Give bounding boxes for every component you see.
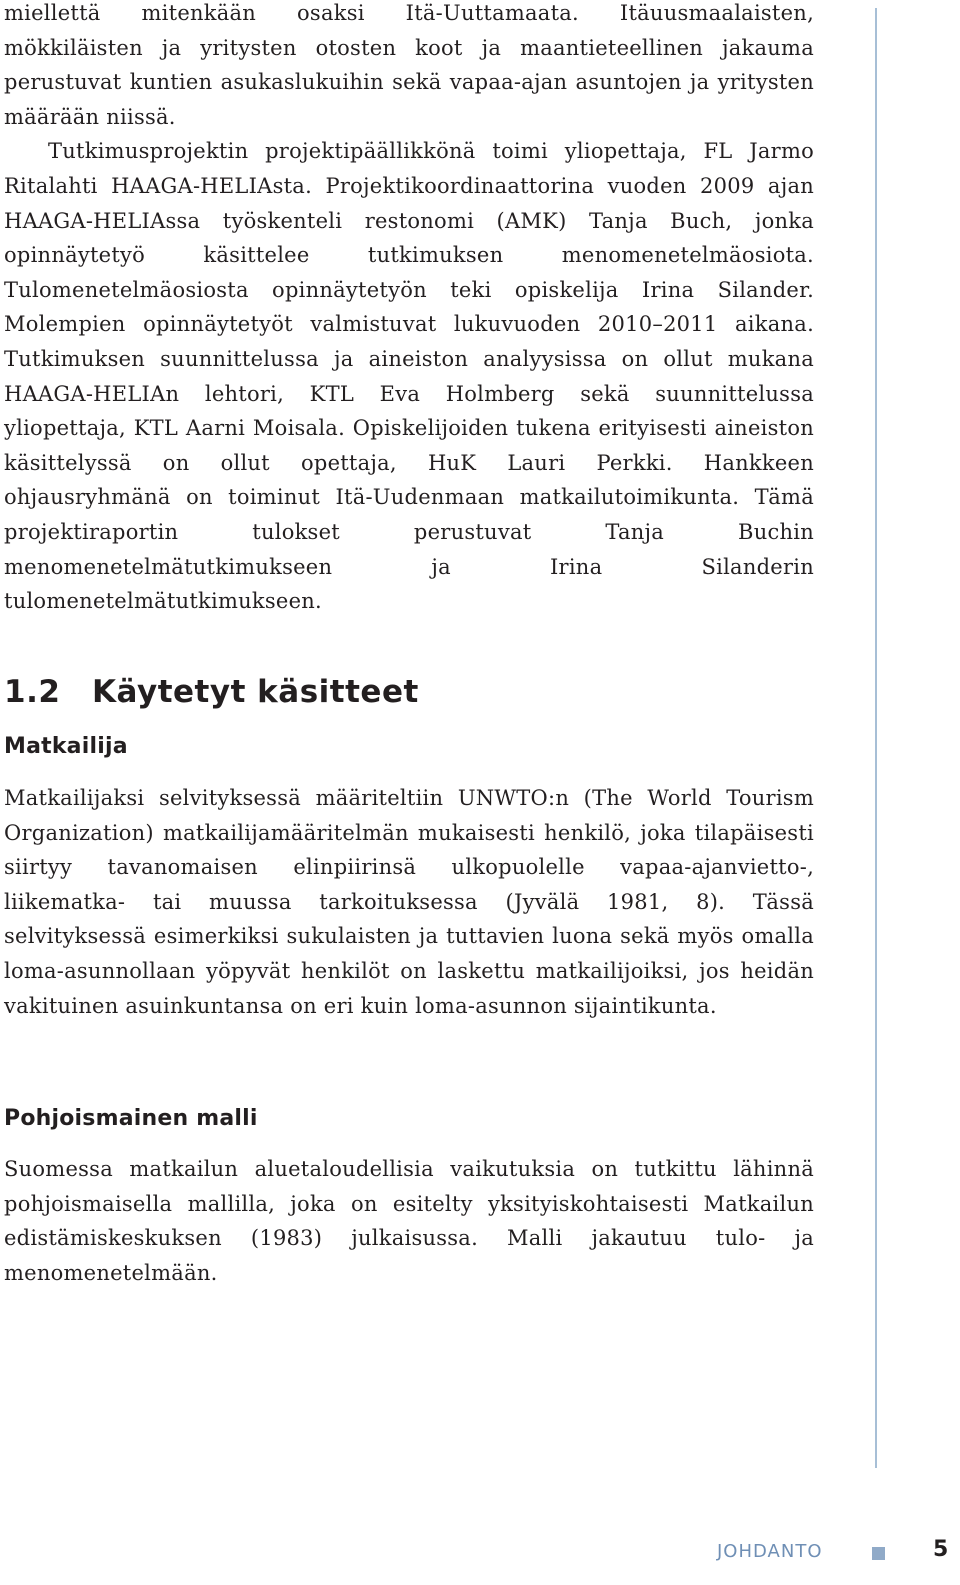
page-number: 5 (933, 1537, 949, 1562)
intro-block (4, 0, 814, 619)
subheading-pohjoismainen-malli: Pohjoismainen malli (4, 1106, 258, 1131)
matkailija-block (4, 781, 814, 1023)
section-heading (4, 670, 419, 714)
pohjoismainen-malli-paragraph: Suomessa matkailun aluetaloudellisia vaikutuksia on tutkittu lähinnä pohjoismaisella mallilla, joka on esitelty yksityiskohtaisesti Matkailun edistämiskeskuksen (1983) julkaisussa. Malli jakautuu tulo- ja menomenetelmään. (4, 1157, 814, 1285)
subheading-matkailija: Matkailija (4, 734, 128, 759)
margin-rule (875, 8, 877, 1468)
matkailija-paragraph: Matkailijaksi selvityksessä määriteltiin UNWTO:n (The World Tourism Organization) matkailijamääritelmän mukaisesti henkilö, joka tilapäisesti siirtyy tavanomaisen elinpiirinsä ulkopuolelle vapaa-ajanvietto-, liikematka- tai muussa tarkoituksessa (Jyvälä 1981, 8). Tässä selvityksessä esimerkiksi sukulaisten ja tuttavien luona sekä myös omalla loma-asunnollaan yöpyvät henkilöt on laskettu matkailijoiksi, jos heidän vakituinen asuinkuntansa on eri kuin loma-asunnon sijaintikunta. (4, 786, 814, 1018)
footer-chapter-label: JOHDANTO (717, 1541, 823, 1562)
footer-square-icon (872, 1547, 885, 1560)
pohjoismainen-malli-block (4, 1152, 814, 1290)
section-title: Käytetyt käsitteet (92, 674, 419, 710)
intro-continuation: miellettä mitenkään osaksi Itä-Uuttamaata. Itäuusmaalaisten, mökkiläisten ja yritysten otosten koot ja maantieteellinen jakauma perustuvat kuntien asukaslukuihin sekä vapaa-ajan asuntojen ja yritysten määrään niissä. (4, 1, 814, 129)
intro-paragraph: Tutkimusprojektin projektipäällikkönä toimi yliopettaja, FL Jarmo Ritalahti HAAGA-HELIAsta. Projektikoordinaattorina vuoden 2009 ajan HAAGA-HELIAssa työskenteli restonomi (AMK) Tanja Buch, jonka opinnäytetyö käsittelee tutkimuksen menomenetelmäosiota. Tulomenetelmäosiosta opinnäytetyön teki opiskelija Irina Silander. Molempien opinnäytetyöt valmistuvat lukuvuoden 2010–2011 aikana. Tutkimuksen suunnittelussa ja aineiston analyysissa on ollut mukana HAAGA-HELIAn lehtori, KTL Eva Holmberg sekä suunnittelussa yliopettaja, KTL Aarni Moisala. Opiskelijoiden tukena erityisesti aineiston käsittelyssä on ollut opettaja, HuK Lauri Perkki. Hankkeen ohjausryhmänä on toiminut Itä-Uudenmaan matkailutoimikunta. Tämä projektiraportin tulokset perustuvat Tanja Buchin menomenetelmätutkimukseen ja Irina Silanderin tulomenetelmätutkimukseen. (4, 139, 814, 614)
section-number: 1.2 (4, 674, 61, 710)
